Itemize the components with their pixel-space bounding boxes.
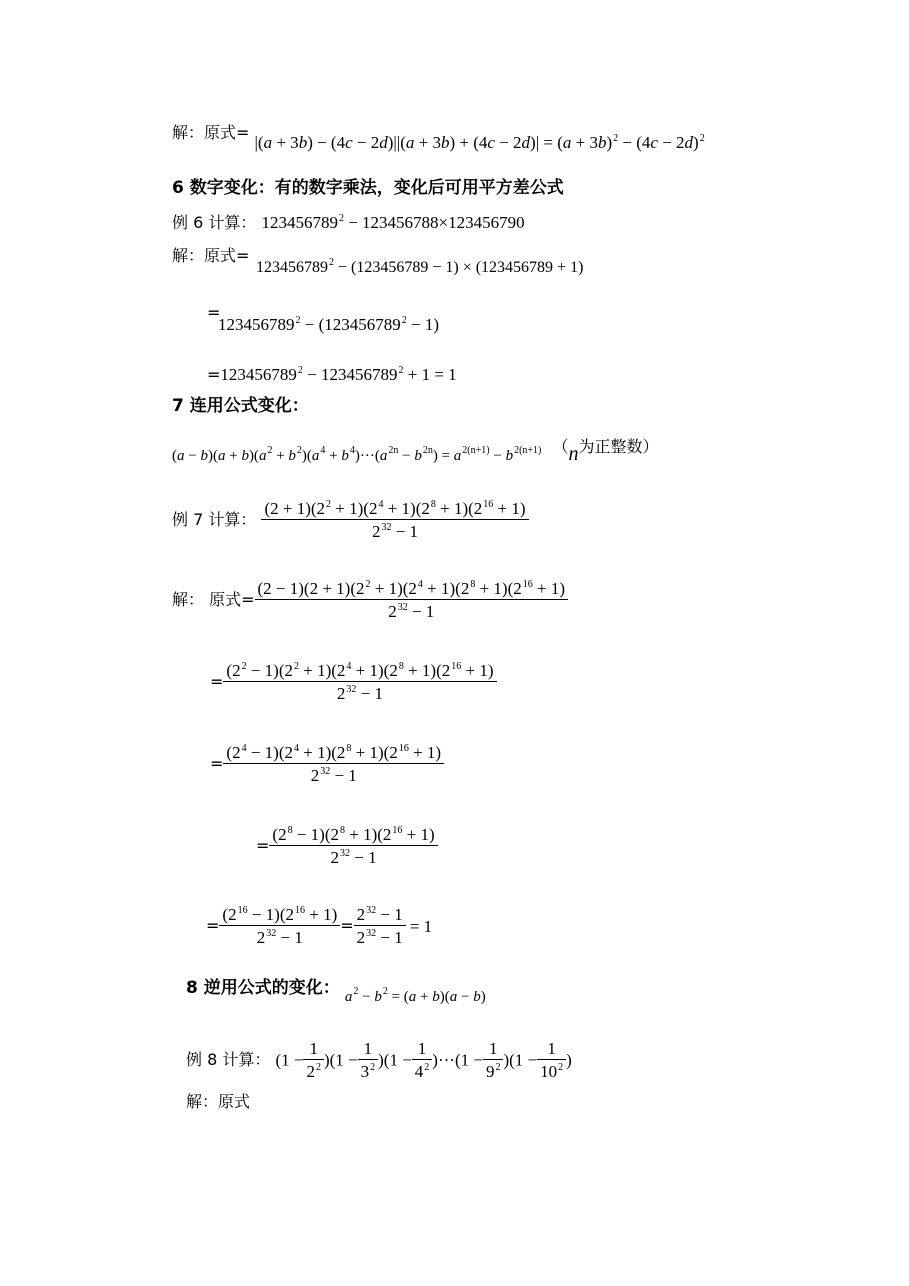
formula-7-step-3: $\frac{(2^4 - 1)(2^4 + 1)(2^8 + 1)(2^{16} + 1)}{2^{32} - 1}$ — [223, 744, 444, 784]
solution-label: 解：原式= — [172, 123, 250, 142]
example-6-label: 例 6 计算： — [172, 213, 257, 232]
section-heading-8-line — [186, 978, 486, 1005]
solution-label: 解：原式= — [172, 246, 250, 265]
formula-8-identity: $a^2 - b^2 = (a + b)(a - b)$ — [344, 986, 486, 1005]
formula-7-result: = 1 — [409, 916, 433, 936]
equals-sign: = — [256, 836, 270, 855]
solution-7-step-5 — [206, 906, 432, 946]
example-8 — [186, 1040, 572, 1080]
solution-7-step-3 — [210, 744, 444, 784]
solution-7-step-1 — [172, 580, 568, 620]
equals-sign: = — [210, 754, 224, 773]
solution-7-step-2 — [210, 662, 497, 702]
formula-6-step-3: $123456789^2 - 123456789^2 + 1 = 1$ — [220, 365, 457, 384]
solution-line-5 — [172, 123, 705, 152]
formula-8-op: )(1 − — [378, 1050, 412, 1070]
formula-8-op: )(1 − — [503, 1050, 538, 1070]
variable-n: n — [568, 443, 579, 465]
formula-8-open: (1 − — [275, 1050, 304, 1070]
fraction-1-over-4sq: $\frac{1}{4^2}$ — [412, 1040, 433, 1080]
formula-6-step-1: $123456789^2 - (123456789 - 1) \times (123456789 + 1)$ — [256, 257, 584, 276]
formula-7-step-4: $\frac{(2^8 - 1)(2^8 + 1)(2^{16} + 1)}{2^{32} - 1}$ — [269, 826, 437, 866]
section-heading-6: 6 数字变化：有的数字乘法，变化后可用平方差公式 — [172, 178, 564, 198]
formula-8-op: )(1 − — [323, 1050, 358, 1070]
solution-8-label: 解：原式 — [186, 1092, 251, 1111]
example-7-label: 例 7 计算： — [172, 510, 257, 529]
equals-sign: = — [206, 916, 220, 935]
formula-5-solution: $|(a + 3b) - (4c - 2d)||(a + 3b) + (4c - 2d)| = (a + 3b)^2 - (4c - 2d)^2$ — [254, 133, 705, 152]
formula-6-problem: $123456789^2 - 123456788\times 123456790$ — [261, 213, 525, 232]
section-heading-8: 8 逆用公式的变化： — [186, 978, 340, 998]
solution-7-step-4 — [256, 826, 438, 866]
fraction-1-over-2sq: $\frac{1}{2^2}$ — [303, 1040, 324, 1080]
formula-8-op: )···(1 − — [432, 1050, 483, 1070]
formula-7-step-2: $\frac{(2^2 - 1)(2^2 + 1)(2^4 + 1)(2^8 + 1)(2^{16} + 1)}{2^{32} - 1}$ — [223, 662, 496, 702]
equals-sign: = — [207, 365, 221, 384]
formula-7-step-5a: $\frac{(2^{16} - 1)(2^{16} + 1)}{2^{32} - 1}$ — [219, 906, 340, 946]
formula-7-step-1: $\frac{(2 - 1)(2 + 1)(2^2 + 1)(2^4 + 1)(2^8 + 1)(2^{16} + 1)}{2^{32} - 1}$ — [255, 580, 569, 620]
example-6 — [172, 214, 525, 231]
formula-6-step-2: $123456789^2 - (123456789^2 - 1)$ — [218, 315, 439, 334]
solution-6-line-3 — [207, 366, 457, 383]
formula-7-line — [172, 436, 659, 465]
formula-7-identity: $(a - b)(a + b)(a^2 + b^2)(a^4 + b^4)\cdot\cdot\cdot(a^{2n} - b^{2n}) = a^{2(n+1)} - b^{2(n+1)}$ — [172, 445, 542, 464]
solution-6-line-1 — [172, 248, 249, 264]
section-heading-7: 7 连用公式变化： — [172, 396, 309, 416]
note-open-paren: （ — [552, 437, 569, 456]
formula-7-step-5b: $\frac{2^{32} - 1}{2^{32} - 1}$ — [354, 906, 406, 946]
solution-label: 解： 原式= — [172, 590, 255, 609]
fraction-1-over-10sq: $\frac{1}{10^2}$ — [537, 1040, 566, 1080]
equals-sign: = — [340, 916, 354, 935]
formula-8-close: ) — [566, 1050, 572, 1070]
equals-sign: = — [207, 303, 221, 322]
note-text: 为正整数） — [578, 437, 659, 456]
fraction-1-over-9sq: $\frac{1}{9^2}$ — [483, 1040, 504, 1080]
equals-sign: = — [210, 672, 224, 691]
fraction-1-over-3sq: $\frac{1}{3^2}$ — [358, 1040, 379, 1080]
formula-7-problem: $\frac{(2 + 1)(2^2 + 1)(2^4 + 1)(2^8 + 1)(2^{16} + 1)}{2^{32} - 1}$ — [261, 500, 528, 540]
example-8-label: 例 8 计算： — [186, 1050, 271, 1069]
example-7 — [172, 500, 529, 540]
